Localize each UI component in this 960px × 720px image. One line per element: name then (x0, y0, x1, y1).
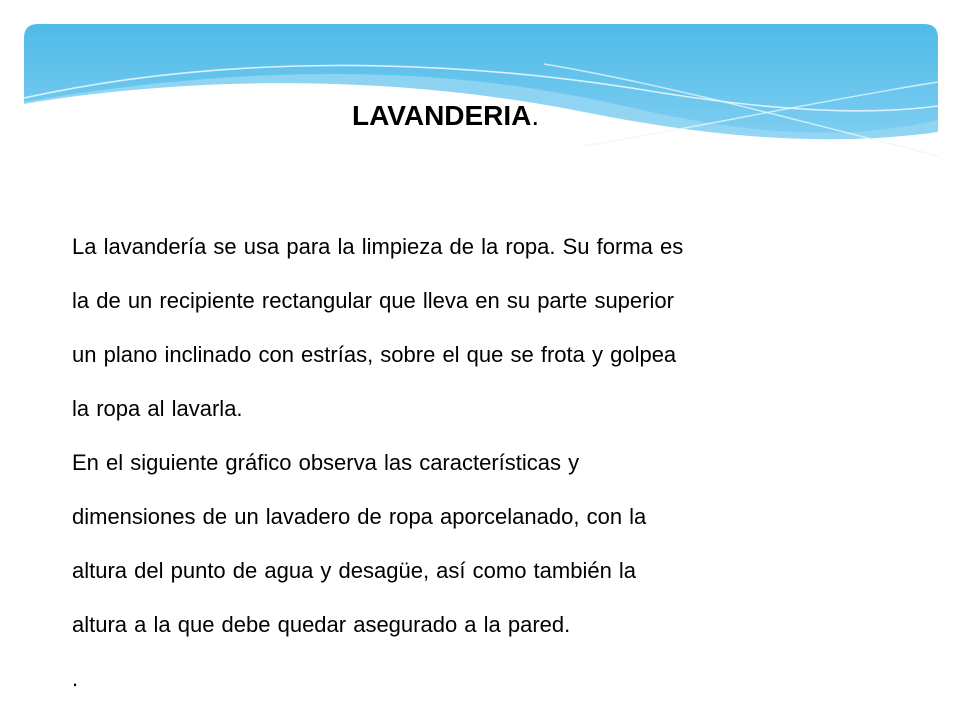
body-text (72, 220, 892, 706)
title-period: . (531, 100, 540, 131)
body-line: la ropa al lavarla. (72, 396, 243, 421)
body-line: altura a la que debe quedar asegurado a la pared. (72, 612, 571, 637)
page-title (352, 96, 539, 136)
title-text: LAVANDERIA (352, 100, 532, 131)
body-line: La lavandería se usa para la limpieza de la ropa. Su forma es (72, 234, 684, 259)
body-line: un plano inclinado con estrías, sobre el que se frota y golpea (72, 342, 677, 367)
body-line: altura del punto de agua y desagüe, así como también la (72, 558, 637, 583)
body-line: . (72, 666, 79, 691)
body-line: dimensiones de un lavadero de ropa aporcelanado, con la (72, 504, 647, 529)
body-line: la de un recipiente rectangular que lleva en su parte superior (72, 288, 674, 313)
body-line: En el siguiente gráfico observa las características y (72, 450, 580, 475)
